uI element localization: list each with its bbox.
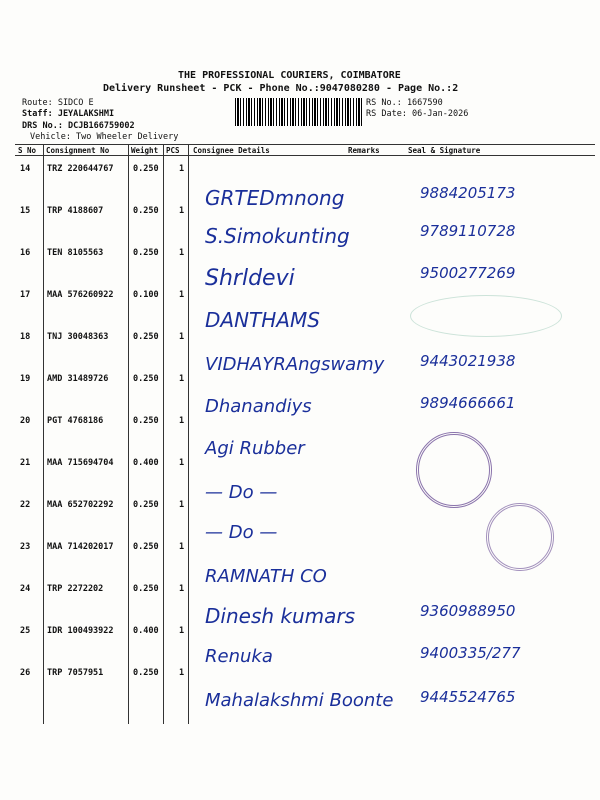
- col-weight: Weight: [131, 146, 159, 155]
- row-consignment: AMD 31489726: [47, 374, 109, 384]
- row-consignment: MAA 652702292: [47, 500, 114, 510]
- row-pcs: 1: [179, 416, 185, 426]
- row-consignment: TEN 8105563: [47, 248, 104, 258]
- row-consignee-handwritten: Dhanandiys: [205, 396, 312, 417]
- row-weight: 0.250: [133, 206, 159, 216]
- row-pcs: 1: [179, 290, 185, 300]
- row-weight: 0.250: [133, 374, 159, 384]
- barcode: [235, 98, 363, 126]
- row-weight: 0.250: [133, 668, 159, 678]
- row-pcs: 1: [179, 500, 185, 510]
- row-consignment: PGT 4768186: [47, 416, 104, 426]
- col-sno: S No: [18, 146, 37, 155]
- row-consignment: TRP 4188607: [47, 206, 104, 216]
- row-consignment: MAA 576260922: [47, 290, 114, 300]
- col-seal: Seal & Signature: [408, 146, 481, 155]
- row-pcs: 1: [179, 626, 185, 636]
- row-weight: 0.400: [133, 458, 159, 468]
- row-sno: 22: [20, 500, 31, 510]
- row-weight: 0.100: [133, 290, 159, 300]
- row-weight: 0.250: [133, 248, 159, 258]
- row-consignment: MAA 715694704: [47, 458, 114, 468]
- company-title: THE PROFESSIONAL COURIERS, COIMBATORE: [178, 70, 401, 81]
- seal-stamp-oval: [410, 295, 562, 337]
- row-consignee-handwritten: Agi Rubber: [205, 438, 305, 459]
- row-pcs: 1: [179, 542, 185, 552]
- row-consignment: IDR 100493922: [47, 626, 114, 636]
- row-weight: 0.250: [133, 416, 159, 426]
- company-seal-stamp: [486, 503, 554, 571]
- row-weight: 0.250: [133, 332, 159, 342]
- row-consignment: TRP 2272202: [47, 584, 104, 594]
- row-sno: 18: [20, 332, 31, 342]
- row-sno: 26: [20, 668, 31, 678]
- row-consignee-handwritten: VIDHAYRAngswamy: [205, 354, 385, 375]
- rs-date: RS Date: 06-Jan-2026: [366, 109, 469, 119]
- row-signature-phone: 9789110728: [420, 222, 516, 240]
- vehicle: Vehicle: Two Wheeler Delivery: [30, 132, 179, 142]
- row-consignee-handwritten: S.Simokunting: [205, 224, 350, 248]
- row-weight: 0.250: [133, 542, 159, 552]
- row-sno: 19: [20, 374, 31, 384]
- col-remarks: Remarks: [348, 146, 380, 155]
- security-seal-stamp: [416, 432, 492, 508]
- row-consignee-handwritten: DANTHAMS: [205, 308, 320, 332]
- row-sno: 25: [20, 626, 31, 636]
- row-signature-phone: 9445524765: [420, 688, 516, 706]
- row-sno: 15: [20, 206, 31, 216]
- row-weight: 0.400: [133, 626, 159, 636]
- col-consignment: Consignment No: [46, 146, 110, 155]
- col-consignee: Consignee Details: [193, 146, 270, 155]
- row-pcs: 1: [179, 584, 185, 594]
- row-consignee-handwritten: — Do —: [205, 482, 278, 503]
- row-pcs: 1: [179, 458, 185, 468]
- row-sno: 21: [20, 458, 31, 468]
- row-pcs: 1: [179, 668, 185, 678]
- row-pcs: 1: [179, 164, 185, 174]
- row-consignee-handwritten: RAMNATH CO: [205, 566, 327, 587]
- row-consignee-handwritten: — Do —: [205, 522, 278, 543]
- row-consignee-handwritten: Shrldevi: [205, 266, 295, 291]
- drs-number: DRS No.: DCJB166759002: [22, 121, 135, 131]
- rs-number: RS No.: 1667590: [366, 98, 443, 108]
- row-weight: 0.250: [133, 584, 159, 594]
- row-signature-phone: 9400335/277: [420, 644, 521, 662]
- row-pcs: 1: [179, 332, 185, 342]
- row-consignment: TRZ 220644767: [47, 164, 114, 174]
- row-sno: 23: [20, 542, 31, 552]
- row-signature-phone: 9894666661: [420, 394, 516, 412]
- row-signature-phone: 9500277269: [420, 264, 516, 282]
- row-sno: 16: [20, 248, 31, 258]
- row-pcs: 1: [179, 248, 185, 258]
- row-sno: 20: [20, 416, 31, 426]
- row-consignee-handwritten: Dinesh kumars: [205, 604, 356, 628]
- row-sno: 17: [20, 290, 31, 300]
- route: Route: SIDCO E: [22, 98, 94, 108]
- row-pcs: 1: [179, 206, 185, 216]
- row-consignment: TRP 7057951: [47, 668, 104, 678]
- row-signature-phone: 9360988950: [420, 602, 516, 620]
- row-sno: 24: [20, 584, 31, 594]
- row-weight: 0.250: [133, 500, 159, 510]
- staff: Staff: JEYALAKSHMI: [22, 109, 115, 119]
- row-signature-phone: 9443021938: [420, 352, 516, 370]
- runsheet-subtitle: Delivery Runsheet - PCK - Phone No.:9047080280 - Page No.:2: [103, 83, 459, 94]
- row-sno: 14: [20, 164, 31, 174]
- row-pcs: 1: [179, 374, 185, 384]
- row-consignment: TNJ 30048363: [47, 332, 109, 342]
- row-consignment: MAA 714202017: [47, 542, 114, 552]
- row-signature-phone: 9884205173: [420, 184, 516, 202]
- row-consignee-handwritten: GRTEDmnong: [205, 186, 345, 210]
- col-pcs: PCS: [166, 146, 180, 155]
- row-consignee-handwritten: Mahalakshmi Boonte: [205, 690, 394, 711]
- row-weight: 0.250: [133, 164, 159, 174]
- row-consignee-handwritten: Renuka: [205, 646, 273, 667]
